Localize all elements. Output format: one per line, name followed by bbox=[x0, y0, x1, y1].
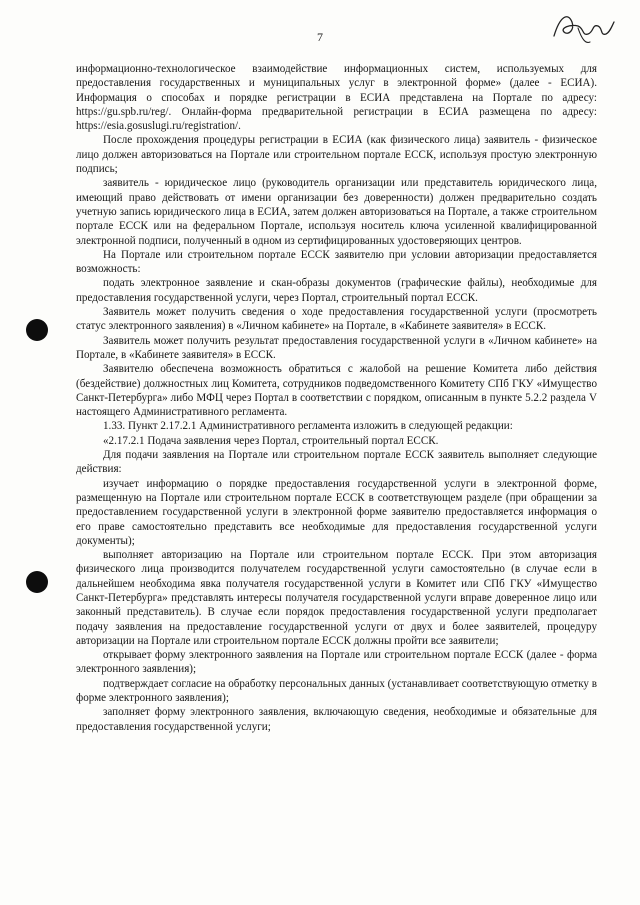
paragraph: подать электронное заявление и скан-образы документов (графические файлы), необходимые для предоставления государственной услуги, через Портал, строительный портал ЕССК. bbox=[76, 277, 597, 304]
paragraph: 1.33. Пункт 2.17.2.1 Административного регламента изложить в следующей редакции: bbox=[103, 420, 513, 433]
paragraph: информационно-технологическое взаимодействие информационных систем, используемых для предоставления государственных и муниципальных услуг в электронной форме» (далее - ЕСИА). Информация о способах и порядке регистрации в ЕСИА представлена на Портале по адресу: https://gu.spb.ru/reg/. Онлайн-форма предварительной регистрации в ЕСИА размещена по адресу: https://esia.gosuslugi.ru/registration/. bbox=[76, 63, 597, 133]
paragraph: Заявителю обеспечена возможность обратиться с жалобой на решение Комитета либо действия (бездействие) должностных лиц Комитета, сотрудников подведомственного Комитету СПб ГКУ «Имущество Санкт-Петербурга» либо МФЦ через Портал в соответствии с порядком, описанным в пункте 5.2.2 раздела V настоящего Административного регламента. bbox=[76, 363, 597, 419]
document-body bbox=[76, 62, 597, 734]
punch-hole bbox=[26, 319, 48, 341]
paragraph: «2.17.2.1 Подача заявления через Портал, строительный портал ЕССК. bbox=[103, 434, 439, 447]
paragraph: открывает форму электронного заявления на Портале или строительном портале ЕССК (далее - форма электронного заявления); bbox=[76, 649, 597, 676]
punch-hole bbox=[26, 571, 48, 593]
paragraph: заявитель - юридическое лицо (руководитель организации или представитель юридического лица, имеющий право действовать от имени организации без доверенности) должен предварительно создать учетную запись юридического лица в ЕСИА, затем должен авторизоваться на Портале, а также строительном портале ЕССК или на федеральном Портале, используя носитель ключа усиленной квалифицированной электронной подписи, полученный в одном из сертифицированных удостоверяющих центров. bbox=[76, 177, 597, 247]
paragraph: заполняет форму электронного заявления, включающую сведения, необходимые и обязательные для предоставления государственной услуги; bbox=[76, 706, 597, 733]
page-number: 7 bbox=[317, 30, 323, 44]
paragraph: На Портале или строительном портале ЕССК заявителю при условии авторизации предоставляется возможность: bbox=[76, 248, 597, 276]
paragraph: После прохождения процедуры регистрации в ЕСИА (как физического лица) заявитель - физическое лицо должен авторизоваться на Портале или строительном портале ЕССК, используя простую электронную подпись; bbox=[76, 134, 597, 176]
paragraph: изучает информацию о порядке предоставления государственной услуги в электронной форме, размещенную на Портале или строительном портале ЕССК в соответствующем разделе (при обращении за предоставлением государственной услуги в электронной форме заявителю предоставляется информация о его праве самостоятельно представить все необходимые для предоставления государственной услуги документы); bbox=[76, 477, 597, 547]
paragraph: Заявитель может получить результат предоставления государственной услуги в «Личном кабинете» на Портале, в «Кабинете заявителя» в ЕССК. bbox=[76, 334, 597, 361]
paragraph: выполняет авторизацию на Портале или строительном портале ЕССК. При этом авторизация физического лица производится получателем государственной услуги самостоятельно (в случае если в дальнейшем необходима явка получателя государственной услуги в Комитет или СПб ГКУ «Имущество Санкт-Петербурга» представлять интересы получателя государственной услуги вправе доверенное лицо или законный представитель). В случае если порядок предоставления государственной услуги предполагает подачу заявления на предоставление государственной услуги от двух и более заявителей, процедуру авторизации на Портале или строительном портале ЕССК должны пройти все заявители; bbox=[76, 549, 597, 647]
paragraph: подтверждает согласие на обработку персональных данных (устанавливает соответствующую отметку в форме электронного заявления); bbox=[76, 677, 597, 705]
paragraph: Для подачи заявления на Портале или строительном портале ЕССК заявитель выполняет следующие действия: bbox=[76, 449, 597, 476]
paragraph: Заявитель может получить сведения о ходе предоставления государственной услуги (просмотреть статус электронного заявления) в «Личном кабинете» на Портале, в «Кабинете заявителя» в ЕССК. bbox=[76, 306, 597, 333]
